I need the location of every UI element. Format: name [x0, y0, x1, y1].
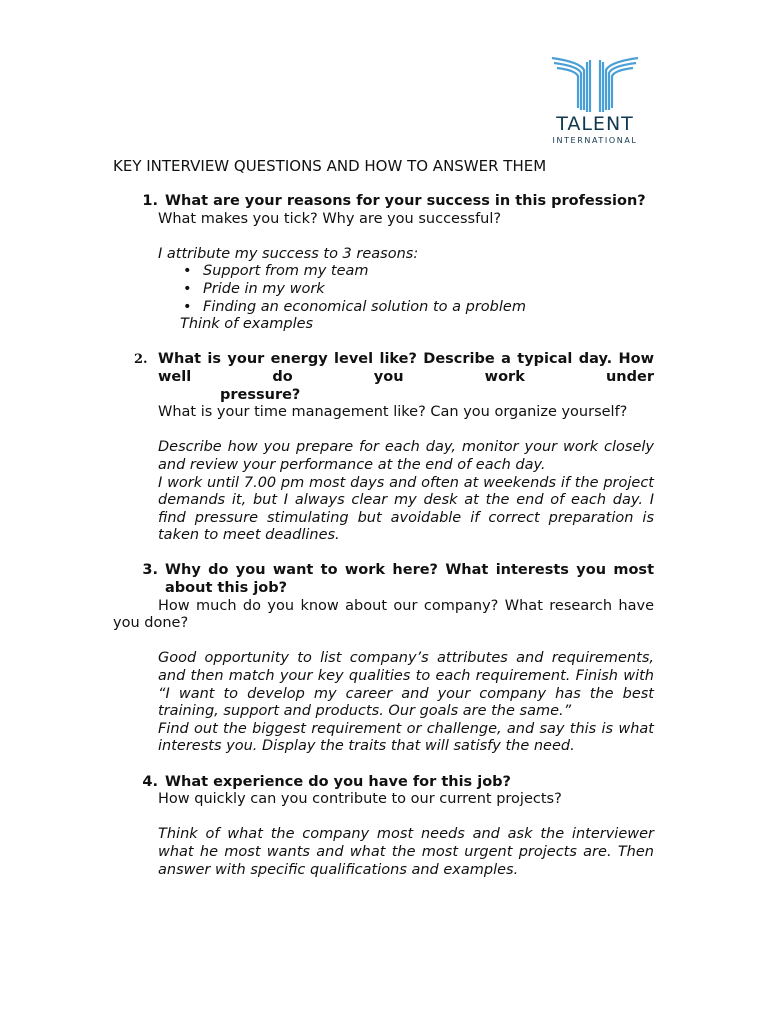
- question-text: What experience do you have for this job?: [165, 773, 511, 790]
- logo-name: TALENT: [556, 113, 634, 135]
- question-4: [113, 774, 654, 792]
- question-text-line-2: pressure?: [220, 386, 301, 403]
- answer-text-2: Find out the biggest requirement or challenge, and say this is what interests you. Display the traits that will satisfy the need.: [158, 720, 654, 755]
- question-text: What are your reasons for your success in this profession?: [165, 193, 646, 209]
- answer-text: Describe how you prepare for each day, monitor your work closely and review your performance at the end of each day.: [158, 439, 654, 473]
- answer-text-2: I work until 7.00 pm most days and often at weekends if the project demands it, but I always clear my desk at the end of each day. I find pressure stimulating but avoidable if correct preparation is taken to meet deadlines.: [158, 474, 654, 544]
- logo-mark-icon: [530, 50, 660, 114]
- list-item: • Pride in my work: [203, 281, 654, 299]
- question-number: 1.: [142, 193, 158, 209]
- question-text: Why do you want to work here? What interests you most about this job?: [165, 562, 654, 597]
- question-2: [113, 351, 654, 404]
- list-item: • Support from my team: [203, 263, 654, 281]
- question-prompt: What makes you tick? Why are you successful?: [158, 210, 502, 227]
- question-prompt: What is your time management like? Can you organize yourself?: [158, 404, 628, 421]
- question-number: 3.: [142, 562, 158, 579]
- document-body: [113, 193, 654, 879]
- answer-intro: I attribute my success to 3 reasons:: [158, 245, 419, 262]
- question-number: 4.: [142, 773, 158, 790]
- answer-text: Good opportunity to list company’s attributes and requirements, and then match your key qualities to each requirement. Finish with “I want to develop my career and your company has the best training, support and products. Our goals are the same.”: [158, 650, 654, 720]
- list-item: • Finding an economical solution to a problem: [203, 299, 654, 317]
- company-logo: [530, 50, 660, 150]
- question-number: 2.: [134, 352, 148, 368]
- page-title: KEY INTERVIEW QUESTIONS AND HOW TO ANSWER THEM: [113, 157, 547, 175]
- question-prompt: How quickly can you contribute to our current projects?: [158, 791, 562, 808]
- question-1: [113, 193, 654, 211]
- question-3: [113, 562, 654, 597]
- question-text-line-1: What is your energy level like? Describe a typical day. How well do you work under: [158, 351, 654, 385]
- logo-subtitle: INTERNATIONAL: [552, 136, 638, 145]
- answer-closing: Think of examples: [180, 316, 314, 333]
- bullet-list: [113, 263, 654, 316]
- question-prompt: How much do you know about our company? What research have you done?: [113, 597, 654, 632]
- answer-text: Think of what the company most needs and ask the interviewer what he most wants and what the most urgent projects are. Then answer with specific qualifications and examples.: [158, 826, 654, 878]
